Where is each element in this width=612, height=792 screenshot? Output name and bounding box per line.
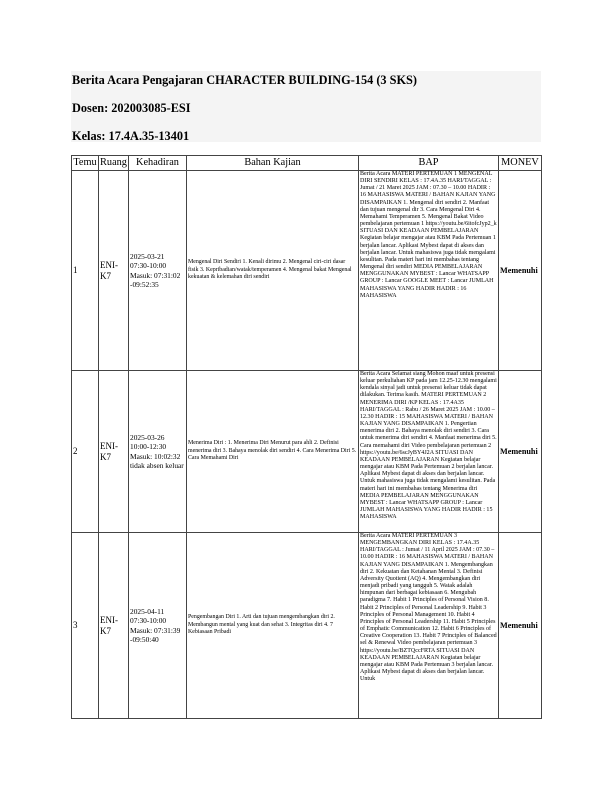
bap-text: Berita Acara MATERI PERTEMUAN 1 MENGENAL DIRI SENDIRI KELAS : 17.4A.35 HARI/TAGGAL : Jumat / 21 Maret 2025 JAM : 07.30 – 10.00 HADIR : 16 MAHASISWA MATERI / BAHAN KAJIAN YANG DISAMPAIKAN 1. Mengenal diri sendiri 2. Manfaat dan tujuan mengenal dir 3. Cara Mengenal Diri 4. Memahami Temperamen 5. Mengenal Bakat Video pembelajaran pertemuan 1 https://youtu.be/6itofcJyp2_k SITUASI DAN KEADAAN PEMBELAJARAN Kegiatan belajar mengajar atau KBM Pada Pertemuan 1 berjalan lancar. Aplikasi Mybest dapat di akses dan berjalan lancar. Untuk mahasiswa juga tidak mengalami kesulitan. Pada materi hari ini membahas tentang Mengenal diri sendiri MEDIA PEMBELAJARAN MENGGUNAKAN MYBEST : Lancar WHATSAPP GROUP : Lancar GOOGLE MEET : Lancar JUMLAH MAHASISWA YANG HADIR HADIR : 16 MAHASISWA (360, 171, 497, 299)
column-header-temu: Temu (72, 156, 99, 171)
ruang-cell: ENI-K7 (99, 171, 129, 371)
kehadiran-schedule: 07:30-10:00 (130, 616, 167, 626)
class-line: Kelas: 17.4A.35-13401 (72, 129, 190, 143)
kehadiran-checkin: Masuk: 07:31:02 (130, 270, 181, 280)
kehadiran-checkout: tidak absen keluar (130, 460, 184, 470)
column-header-ruang: Ruang (99, 156, 129, 171)
bahan-kajian-cell: Menerima Diri : 1. Menerima Diri Menurut para ahli 2. Definisi menerima diri 3. Bahaya menolak diri sendiri 4. Cara Menerima Diri 5. Cara Memahami Diri (187, 371, 359, 533)
kehadiran-checkout: -09:50:40 (130, 634, 159, 644)
kehadiran-date: 2025-03-26 (130, 432, 165, 442)
document-title: Berita Acara Pengajaran CHARACTER BUILDING-154 (3 SKS) (72, 73, 417, 87)
monev-cell: Memenuhi (499, 371, 542, 533)
monev-cell: Memenuhi (499, 533, 542, 719)
column-header-monev: MONEV (499, 156, 542, 171)
table-row (72, 371, 542, 533)
kehadiran-cell (129, 533, 187, 719)
kehadiran-date: 2025-03-21 (130, 251, 165, 261)
kehadiran-checkout: -09:52:35 (130, 279, 159, 289)
ruang-cell: ENI-K7 (99, 371, 129, 533)
teaching-report-table (71, 155, 542, 719)
kehadiran-cell (129, 371, 187, 533)
bahan-kajian-cell: Pengembangan Diri 1. Arti dan tujuan mengembangkan diri 2. Membangun mental yang kuat dan sehat 3. Integritas diri 4. 7 Kebiasaan Pribadi (187, 533, 359, 719)
kehadiran-date: 2025-04-11 (130, 606, 165, 616)
kehadiran-schedule: 07:30-10:00 (130, 261, 167, 271)
bap-text: Berita Acara MATERI PERTEMUAN 3 MENGEMBANGKAN DIRI KELAS : 17.4A.35 HARI/TAGGAL : Jumat / 11 April 2025 JAM : 07.30 – 10.00 HADIR : 16 MAHASISWA MATERI / BAHAN KAJIAN YANG DISAMPAIKAN 1. Mengembangkan diri 2. Kekuatan dan Ketahanan Mental 3. Definisi Adversity Quotient (AQ) 4. Mengembangkan diri menjadi pribadi yang tangguh 5. Watak adalah himpunan dari berbagai kebiasaan 6. Mengubah paradigma 7. Habit 1 Principles of Personal Vision 8. Habit 2 Principles of Personal Leadership 9. Habit 3 Principles of Personal Management 10. Habit 4 Principles of Personal Leadership 11. Habit 5 Principles of Emphatic Communication 12. Habit 6 Principles of Creative Cooperation 13. Habit 7 Principles of Balanced sel & Renewal Video pembelajaran pertemuan 3 https://youtu.be/BZTQccFRTA SITUASI DAN KEADAAN PEMBELAJARAN Kegiatan belajar mengajar atau KBM Pada Pertemuan 3 berjalan lancar. Aplikasi Mybest dapat di akses dan berjalan lancar. Untuk (360, 533, 497, 683)
kehadiran-cell (129, 171, 187, 371)
monev-cell: Memenuhi (499, 171, 542, 371)
column-header-kehadiran: Kehadiran (129, 156, 187, 171)
kehadiran-schedule: 10:00-12:30 (130, 442, 167, 452)
bap-cell (359, 533, 499, 719)
lecturer-line: Dosen: 202003085-ESI (72, 101, 191, 115)
table-row (72, 171, 542, 371)
bahan-kajian-cell: Mengenal Diri Sendiri 1. Kenali dirimu 2. Mengenal ciri-ciri dasar fisik 3. Kepribadian/watak/temperamen 4. Mengenal bakat Mengenal kekuatan & kelemahan diri sendiri (187, 171, 359, 371)
table-row (72, 533, 542, 719)
ruang-cell: ENI-K7 (99, 533, 129, 719)
kehadiran-checkin: Masuk: 10:02:32 (130, 451, 181, 461)
temu-cell: 1 (72, 171, 99, 371)
temu-cell: 3 (72, 533, 99, 719)
bap-cell (359, 171, 499, 371)
bap-text: Berita Acara Selamat siang Mohon maaf untuk presensi keluar perkuliahan KP pada jam 12.25-12.30 mengalami kendala sinyal jadi untuk presensi keluar tidak dapat dilakukan. Terima kasih. MATERI PERTEMUAN 2 MENERIMA DIRI /KP KELAS : 17.4A35 HARI/TAGGAL : Rabu / 26 Maret 2025 JAM : 10.00 – 12.30 HADIR : 15 MAHASISWA MATERI / BAHAN KAJIAN YANG DISAMPAIKAN 1. Pengertian menerima diri 2. Bahaya menolak diri sendiri 3. Cara untuk menerima diri sendiri 4. Manfaat menerima diri 5. Cara memahami diri Video pembelajaran pertemuan 2 https://youtu.be/6scJyBY4J2A SITUASI DAN KEADAAN PEMBELAJARAN Kegiatan belajar mengajar atau KBM Pada Pertemuan 2 berjalan lancar. Aplikasi Mybest dapat di akses dan berjalan lancar. Untuk mahasiswa juga tidak mengalami kesulitan. Pada materi hari ini membahas tentang Menerima diri MEDIA PEMBELAJARAN MENGGUNAKAN MYBEST : Lancar WHATSAPP GROUP : Lancar JUMLAH MAHASISWA YANG HADIR HADIR : 15 MAHASISWA (360, 371, 497, 521)
kehadiran-checkin: Masuk: 07:31:39 (130, 625, 181, 635)
column-header-bahan-kajian: Bahan Kajian (187, 156, 359, 171)
bap-cell (359, 371, 499, 533)
column-header-bap: BAP (359, 156, 499, 171)
table-header-row (72, 156, 542, 171)
temu-cell: 2 (72, 371, 99, 533)
